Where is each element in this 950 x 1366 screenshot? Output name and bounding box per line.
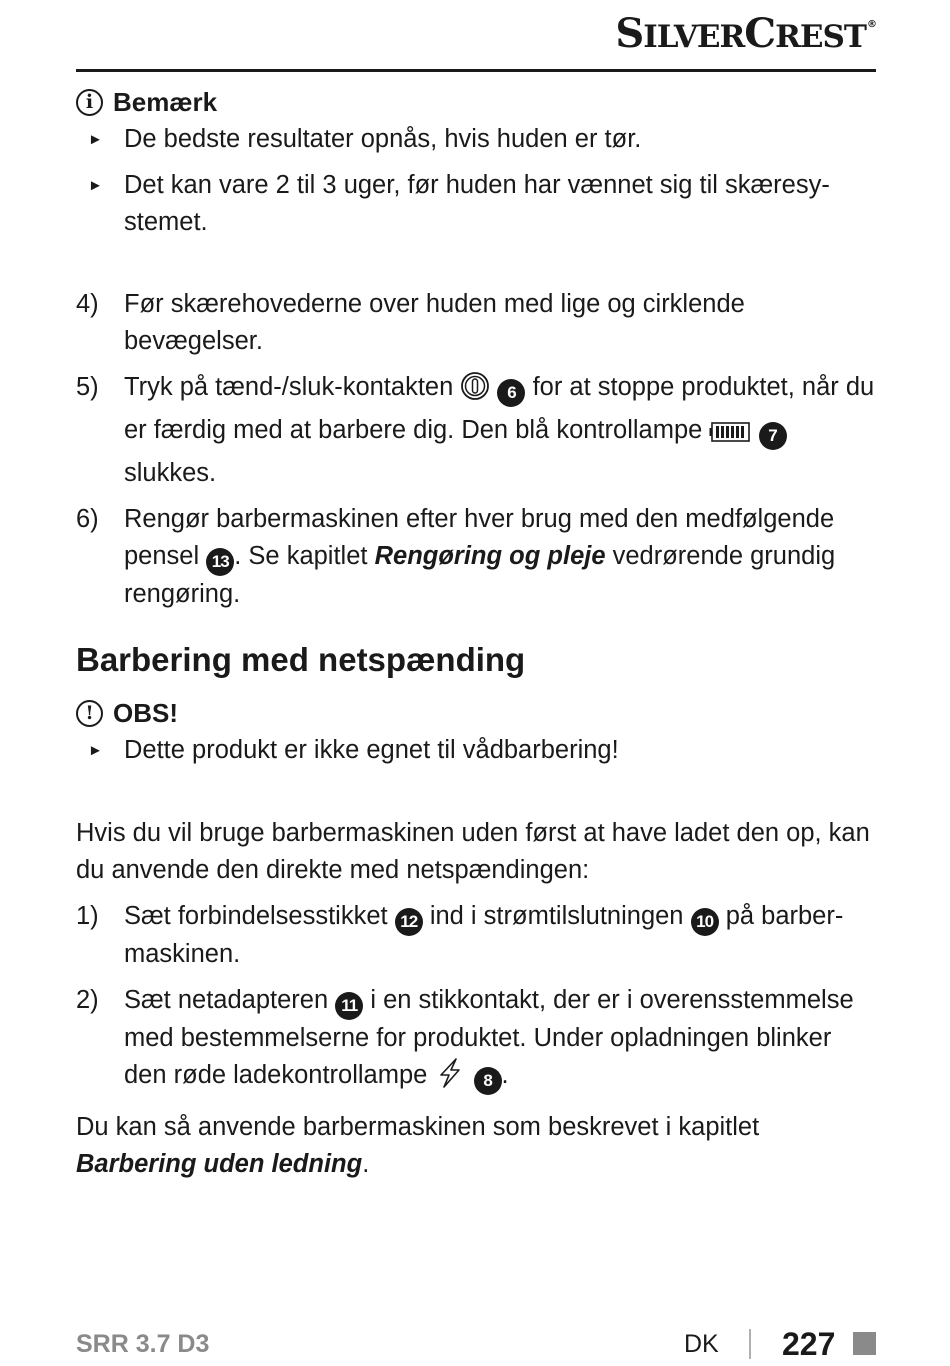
manual-page [76,0,876,1365]
chapter-reference: Barbering uden ledning [76,1150,363,1178]
part-number-badge: 6 [497,379,525,407]
note-heading [76,83,876,121]
info-icon: i [76,89,103,116]
intro-paragraph: Hvis du vil bruge barbermaskinen uden først at have ladet den op, kan du anvende den direkte med netspændingen: [76,819,870,884]
charging-bolt-icon [434,1057,466,1100]
step-1: 1) Sæt forbindelsesstikket 12 ind i strømtilslutningen 10 på barber-maskinen. [76,902,844,968]
footer-divider [749,1329,751,1359]
outro-paragraph: Du kan så anvende barbermaskinen som beskrevet i kapitlet Barbering uden ledning. [76,1113,760,1178]
step-4: 4) Før skærehovederne over huden med lige og cirklende bevægelser. [76,290,745,355]
step-5: 5) Tryk på tænd-/sluk-kontakten 6 for at stoppe produktet, når du er færdig med at barbere dig. Den blå kontrollampe 7 slukkes. [76,373,875,487]
chapter-reference: Rengøring og pleje [374,542,606,570]
part-number-badge: 8 [474,1067,502,1095]
part-number-badge: 11 [335,992,363,1020]
step-2: 2) Sæt netadapteren 11 i en stikkontakt, der er i overensstemmelse med bestemmelserne for produktet. Under opladningen blinker den røde ladekontrollampe 8 . [76,982,876,1100]
language-code: DK [684,1330,719,1358]
warning-bullet: ► Dette produkt er ikke egnet til vådbarbering! [76,732,876,769]
note-bullet: ► Det kan vare 2 til 3 uger, før huden har vænnet sig til skæresy-stemet. [76,167,876,241]
note-title: Bemærk [113,86,218,117]
page-footer [76,1326,876,1366]
arrow-icon: ► [88,742,103,759]
exclamation-icon: ! [76,700,103,727]
header-rule [76,69,876,72]
arrow-icon: ► [88,177,103,194]
page-content [76,83,876,1183]
brand-logo: SILVERCREST® [615,10,876,57]
page-number: 227 [782,1326,836,1362]
note-bullet: ► De bedste resultater opnås, hvis huden er tør. [76,121,876,158]
battery-lamp-icon [709,418,751,455]
part-number-badge: 7 [759,422,787,450]
power-switch-icon [460,371,490,412]
part-number-badge: 12 [395,908,423,936]
part-number-badge: 10 [691,908,719,936]
step-6: 6) Rengør barbermaskinen efter hver brug med den medfølgende pensel 13 . Se kapitlet Rengøring og pleje vedrørende grundig rengøring. [76,505,836,608]
part-number-badge: 13 [206,548,234,576]
section-heading: Barbering med netspænding [76,641,526,678]
arrow-icon: ► [88,131,103,148]
warning-title: OBS! [113,697,178,728]
model-number: SRR 3.7 D3 [76,1330,210,1358]
page-marker-square [853,1332,876,1355]
warning-heading [76,694,876,732]
